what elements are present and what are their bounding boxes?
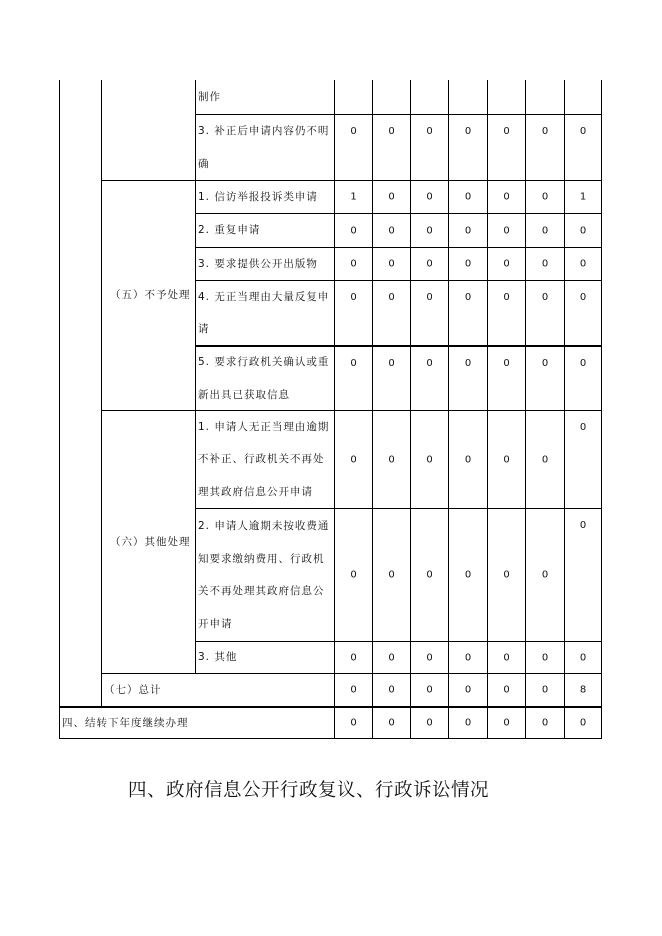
- count-value: 0: [388, 126, 395, 137]
- count-value: 0: [350, 225, 357, 236]
- value-cell: [564, 114, 602, 181]
- value-cell: [487, 410, 526, 509]
- count-value: 0: [541, 191, 549, 203]
- count-value: 0: [350, 358, 357, 369]
- value-cell: [372, 180, 411, 214]
- value-cell: [564, 80, 602, 115]
- count-value: 0: [388, 454, 395, 465]
- value-cell: [564, 706, 602, 739]
- count-value: 0: [388, 717, 395, 729]
- value-cell: [448, 247, 488, 281]
- count-value: 0: [503, 358, 510, 369]
- count-value: 0: [388, 684, 395, 696]
- value-cell: [564, 673, 602, 707]
- count-value: 0: [464, 684, 472, 696]
- value-cell: [372, 641, 411, 674]
- count-value: 0: [388, 569, 395, 581]
- value-cell: [410, 508, 449, 642]
- count-value: 0: [464, 126, 472, 137]
- count-value: 1: [579, 191, 587, 203]
- value-cell: [525, 180, 565, 214]
- value-cell: [372, 213, 411, 248]
- count-value: 0: [503, 292, 510, 303]
- value-cell: [487, 180, 526, 214]
- value-cell: [564, 213, 602, 248]
- count-value: 0: [464, 569, 472, 581]
- count-value: 0: [541, 652, 549, 663]
- count-value: 0: [388, 258, 395, 270]
- item-label: 3. 其他: [198, 651, 238, 664]
- total-label: （七）总计: [104, 683, 162, 696]
- count-value: 0: [426, 126, 433, 137]
- value-cell: [525, 280, 565, 346]
- value-cell: [448, 706, 488, 739]
- value-cell: [334, 213, 373, 248]
- count-value: 0: [464, 454, 472, 465]
- value-cell: [410, 114, 449, 181]
- value-cell: [564, 345, 602, 411]
- count-value: 0: [426, 569, 433, 581]
- count-value: 0: [350, 454, 357, 465]
- value-cell: [525, 706, 565, 739]
- count-value: 0: [464, 258, 472, 270]
- item-cell: [195, 508, 335, 642]
- count-value: 0: [388, 292, 395, 303]
- count-value: 0: [541, 258, 549, 270]
- count-value: 0: [464, 652, 472, 663]
- value-cell: [410, 280, 449, 346]
- value-cell: [334, 673, 373, 707]
- item-label: 3. 补正后申请内容仍不明确: [198, 125, 330, 170]
- count-value: 0: [426, 454, 433, 465]
- count-value: 0: [464, 292, 472, 303]
- item-label: 1. 信访举报投诉类申请: [198, 190, 318, 203]
- value-cell: [410, 673, 449, 707]
- value-cell: [525, 410, 565, 509]
- value-cell: [448, 345, 488, 411]
- item-cell: [195, 345, 335, 411]
- item-cell: [195, 410, 335, 509]
- count-value: 0: [503, 652, 510, 663]
- category-column-cell: [59, 80, 102, 707]
- count-value: 0: [426, 292, 433, 303]
- value-cell: [525, 247, 565, 281]
- value-cell: [525, 673, 565, 707]
- item-cell: [195, 280, 335, 346]
- count-value: 0: [541, 569, 549, 581]
- count-value: 0: [541, 717, 549, 729]
- value-cell: [487, 673, 526, 707]
- value-cell: [334, 706, 373, 739]
- carry-over-label: 四、结转下年度继续办理: [62, 716, 189, 729]
- value-cell: [525, 641, 565, 674]
- count-value: 0: [426, 358, 433, 369]
- count-value: 0: [541, 454, 549, 465]
- group-cell-5: [101, 180, 196, 411]
- continued-group-cell: [101, 80, 196, 181]
- value-cell: [372, 80, 411, 115]
- value-cell: [564, 280, 602, 346]
- value-cell: [525, 80, 565, 115]
- value-cell: [334, 80, 373, 115]
- count-value: 0: [388, 652, 395, 663]
- item-label: 1. 申请人无正当理由逾期不补正、行政机关不再处理其政府信息公开申请: [198, 420, 330, 498]
- value-cell: [334, 508, 373, 642]
- count-value: 0: [579, 258, 587, 270]
- count-value: 0: [503, 191, 510, 203]
- count-value: 0: [426, 717, 433, 729]
- value-cell: [334, 247, 373, 281]
- count-value: 0: [579, 126, 587, 137]
- value-cell: [448, 641, 488, 674]
- count-value: 0: [350, 652, 357, 663]
- value-cell: [372, 673, 411, 707]
- count-value: 0: [464, 717, 472, 729]
- value-cell: [448, 213, 488, 248]
- count-value: 0: [579, 520, 587, 531]
- value-cell: [487, 706, 526, 739]
- item-cell: [195, 247, 335, 281]
- value-cell: [525, 345, 565, 411]
- value-cell: [564, 508, 602, 642]
- value-cell: [487, 280, 526, 346]
- count-value: 0: [579, 225, 587, 236]
- count-value: 0: [426, 258, 433, 270]
- count-value: 0: [388, 191, 395, 203]
- group-label: （六）其他处理: [110, 535, 191, 548]
- count-value: 0: [350, 717, 357, 729]
- count-value: 0: [464, 225, 472, 236]
- section-heading: 四、政府信息公开行政复议、行政诉讼情况: [128, 780, 490, 801]
- value-cell: [410, 247, 449, 281]
- value-cell: [448, 508, 488, 642]
- item-label: 5. 要求行政机关确认或重新出具已获取信息: [198, 356, 330, 401]
- value-cell: [334, 410, 373, 509]
- count-value: 0: [503, 454, 510, 465]
- item-label: 制作: [198, 90, 221, 103]
- count-value: 0: [579, 358, 587, 369]
- count-value: 0: [426, 652, 433, 663]
- value-cell: [564, 641, 602, 674]
- count-value: 0: [503, 684, 510, 696]
- count-value: 1: [350, 191, 357, 203]
- value-cell: [487, 508, 526, 642]
- value-cell: [334, 280, 373, 346]
- item-cell: [195, 80, 335, 115]
- total-cell: [101, 673, 335, 707]
- count-value: 0: [579, 422, 587, 433]
- value-cell: [410, 641, 449, 674]
- value-cell: [334, 180, 373, 214]
- count-value: 0: [541, 126, 549, 137]
- value-cell: [564, 247, 602, 281]
- value-cell: [334, 641, 373, 674]
- value-cell: [410, 80, 449, 115]
- value-cell: [372, 410, 411, 509]
- count-value: 0: [350, 684, 357, 696]
- value-cell: [372, 114, 411, 181]
- count-value: 0: [350, 126, 357, 137]
- count-value: 0: [541, 292, 549, 303]
- value-cell: [372, 508, 411, 642]
- count-value: 0: [350, 292, 357, 303]
- count-value: 0: [503, 258, 510, 270]
- value-cell: [487, 247, 526, 281]
- count-value: 0: [503, 569, 510, 581]
- value-cell: [410, 213, 449, 248]
- count-value: 0: [388, 225, 395, 236]
- item-label: 3. 要求提供公开出版物: [198, 257, 318, 270]
- value-cell: [448, 410, 488, 509]
- value-cell: [525, 213, 565, 248]
- value-cell: [410, 410, 449, 509]
- count-value: 0: [350, 258, 357, 270]
- value-cell: [487, 345, 526, 411]
- carry-over-cell: [59, 706, 335, 739]
- count-value: 0: [426, 225, 433, 236]
- count-value: 0: [464, 358, 472, 369]
- value-cell: [410, 345, 449, 411]
- count-value: 8: [579, 684, 587, 696]
- item-cell: [195, 641, 335, 674]
- group-label: （五）不予处理: [110, 289, 191, 302]
- count-value: 0: [503, 126, 510, 137]
- count-value: 0: [503, 225, 510, 236]
- item-cell: [195, 180, 335, 214]
- value-cell: [564, 410, 602, 509]
- count-value: 0: [426, 191, 433, 203]
- value-cell: [487, 213, 526, 248]
- count-value: 0: [579, 717, 587, 729]
- value-cell: [564, 180, 602, 214]
- count-value: 0: [579, 292, 587, 303]
- count-value: 0: [541, 358, 549, 369]
- item-label: 2. 申请人逾期未按收费通知要求缴纳费用、行政机关不再处理其政府信息公开申请: [198, 520, 330, 630]
- value-cell: [525, 114, 565, 181]
- item-cell: [195, 213, 335, 248]
- value-cell: [448, 80, 488, 115]
- value-cell: [487, 641, 526, 674]
- count-value: 0: [426, 684, 433, 696]
- value-cell: [372, 280, 411, 346]
- value-cell: [334, 114, 373, 181]
- value-cell: [410, 180, 449, 214]
- value-cell: [525, 508, 565, 642]
- count-value: 0: [350, 569, 357, 581]
- item-cell: [195, 114, 335, 181]
- value-cell: [410, 706, 449, 739]
- value-cell: [448, 114, 488, 181]
- value-cell: [448, 180, 488, 214]
- count-value: 0: [388, 358, 395, 369]
- value-cell: [372, 706, 411, 739]
- count-value: 0: [541, 225, 549, 236]
- value-cell: [487, 80, 526, 115]
- count-value: 0: [541, 684, 549, 696]
- group-cell-6: [101, 410, 196, 674]
- value-cell: [448, 673, 488, 707]
- item-label: 4. 无正当理由大量反复申请: [198, 290, 330, 335]
- value-cell: [334, 345, 373, 411]
- count-value: 0: [503, 717, 510, 729]
- value-cell: [372, 247, 411, 281]
- value-cell: [448, 280, 488, 346]
- count-value: 0: [579, 652, 587, 663]
- value-cell: [372, 345, 411, 411]
- value-cell: [487, 114, 526, 181]
- item-label: 2. 重复申请: [198, 224, 261, 237]
- count-value: 0: [464, 191, 472, 203]
